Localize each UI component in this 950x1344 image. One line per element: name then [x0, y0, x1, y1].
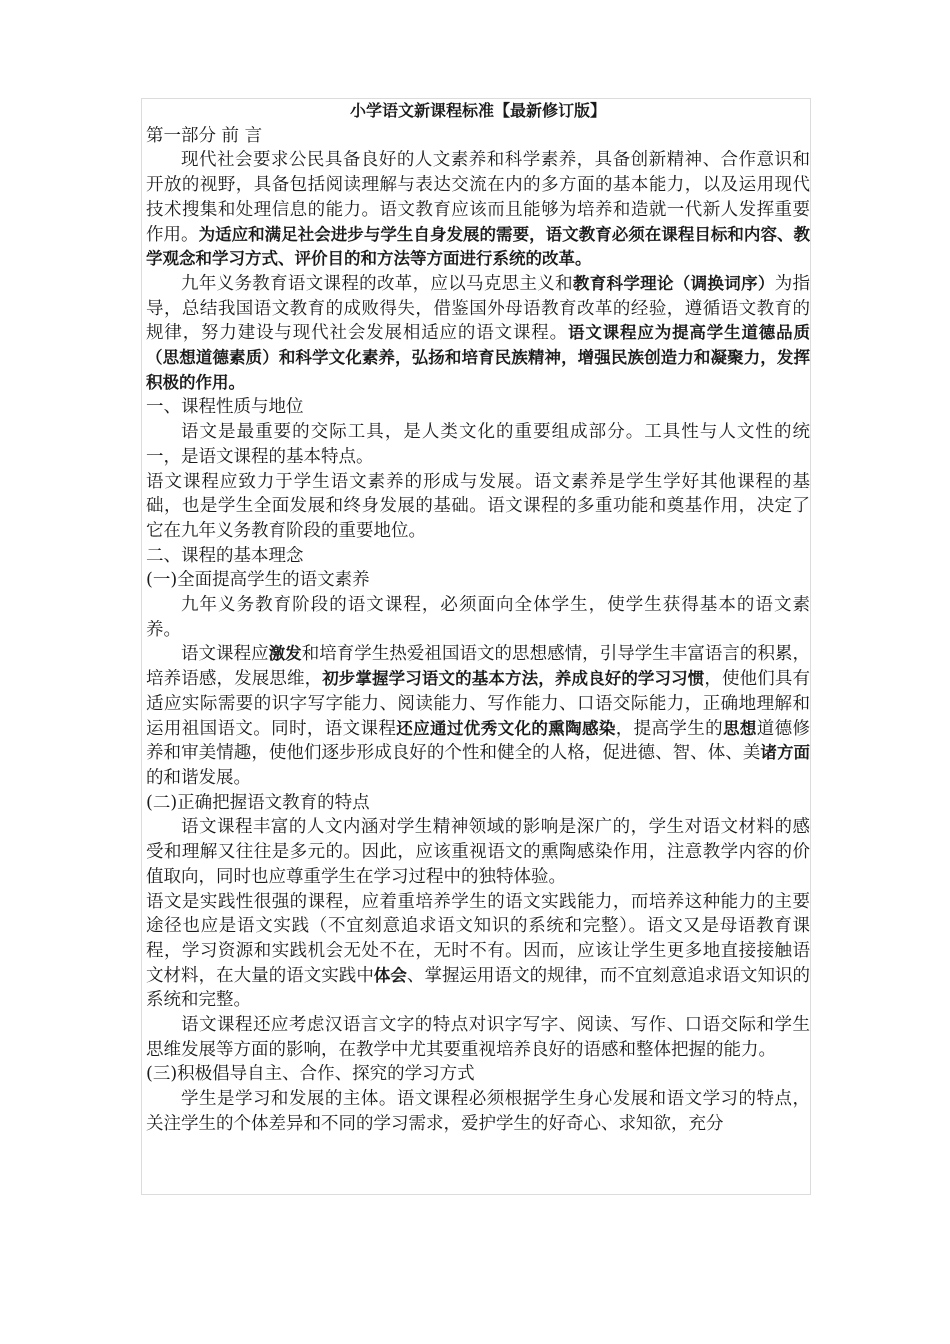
paragraph: 学生是学习和发展的主体。语文课程必须根据学生身心发展和语文学习的特点，关注学生的个体差异和不同的学习需求，爱护学生的好奇心、求知欲，充分 — [146, 1089, 810, 1134]
document-title: 小学语文新课程标准【最新修订版】 — [349, 101, 606, 120]
text-run: 为指导，总结我国语文教育的成败得失，借鉴国外母语教育改革的经验，遵循语文教育的规律，努力建设与现代社会发展相适应的语文课程。 — [146, 273, 811, 344]
paragraph: 语文课程应致力于学生语文素养的形成与发展。语文素养是学生学好其他课程的基础，也是学生全面发展和终身发展的基础。语文课程的多重功能和奠基作用，决定了它在九年义务教育阶段的重要地位。 — [146, 471, 810, 541]
text-run: 现代社会要求公民具备良好的人文素养和科学素养，具备创新精神、合作意识和开放的视野，具备包括阅读理解与表达交流在内的多方面的基本能力，以及运用现代技术搜集和处理信息的能力。语文教育应该而且能够为培养和造就一代新人发挥重要作用。 — [146, 150, 810, 245]
bold-text: 激发 — [268, 644, 302, 664]
subsection-heading: (二)正确把握语文教育的特点 — [146, 792, 370, 813]
text-run: 九年义务教育语文课程的改革，应以马克思主义和 — [181, 273, 573, 294]
section-heading: 一、课程性质与地位 — [146, 397, 304, 418]
text-run: 语文课程应 — [181, 644, 269, 665]
paragraph — [146, 642, 810, 790]
paragraph: 语文课程还应考虑汉语言文字的特点对识字写字、阅读、写作、口语交际和学生思维发展等方面的影响，在教学中尤其要重视培养良好的语感和整体把握的能力。 — [146, 1015, 810, 1060]
bold-text: 体会 — [373, 965, 407, 985]
paragraph: 语文是最重要的交际工具，是人类文化的重要组成部分。工具性与人文性的统一，是语文课程的基本特点。 — [146, 422, 810, 467]
text-run: 语文是实践性很强的课程，应着重培养学生的语文实践能力，而培养这种能力的主要途径也应是语文实践（不宜刻意追求语文知识的系统和完整）。语文又是母语教育课程，学习资源和实践机会无处不在，无时不有。因而，应该让学生更多地直接接触语文材料，在大量的语文实践中 — [146, 891, 810, 986]
paragraph — [146, 148, 810, 272]
section-heading: 二、课程的基本理念 — [146, 545, 304, 566]
bold-text: 思想 — [723, 718, 757, 738]
bold-text: 诸方面 — [760, 743, 810, 763]
text-run: 、掌握运用语文的规律，而不宜刻意追求语文知识的系统和完整。 — [146, 965, 811, 1011]
bold-text: 为适应和满足社会进步与学生自身发展的需要，语文教育必须在课程目标和内容、教学观念和学习方式、评价目的和方法等方面进行系统的改革。 — [146, 224, 811, 269]
bold-text: 还应通过优秀文化的熏陶感染 — [396, 718, 616, 738]
document-page — [141, 98, 811, 1195]
paragraph — [146, 272, 810, 396]
text-run: 道德修养和审美情趣，使他们逐步形成良好的个性和健全的人格，促进德、智、体、美 — [146, 718, 811, 764]
part-heading: 第一部分 前 言 — [146, 125, 263, 146]
subsection-heading: (三)积极倡导自主、合作、探究的学习方式 — [146, 1064, 475, 1085]
bold-text: 语文课程应为提高学生道德品质（思想道德素质）和科学文化素养，弘扬和培育民族精神，增强民族创造力和凝聚力，发挥积极的作用。 — [146, 323, 810, 392]
bold-text: 初步掌握学习语文的基本方法，养成良好的学习习惯 — [322, 669, 705, 689]
bold-text: 教育科学理论（调换词序） — [572, 273, 775, 293]
subsection-heading: (一)全面提高学生的语文素养 — [146, 570, 370, 591]
paragraph: 九年义务教育阶段的语文课程，必须面向全体学生，使学生获得基本的语文素养。 — [146, 595, 810, 640]
text-run: ，提高学生的 — [615, 718, 723, 739]
text-run: ，使他们具有适应实际需要的识字写字能力、阅读能力、写作能力、口语交际能力，正确地理解和运用祖国语文。同时，语文课程 — [146, 669, 811, 739]
paragraph: 语文课程丰富的人文内涵对学生精神领域的影响是深广的，学生对语文材料的感受和理解又往往是多元的。因此，应该重视语文的熏陶感染作用，注意教学内容的价值取向，同时也应尊重学生在学习过程中的独特体验。 — [146, 817, 810, 887]
paragraph — [146, 890, 810, 1014]
text-run: 的和谐发展。 — [146, 767, 251, 788]
text-run: 和培育学生热爱祖国语文的思想感情，引导学生丰富语言的积累，培养语感，发展思维， — [146, 644, 811, 690]
